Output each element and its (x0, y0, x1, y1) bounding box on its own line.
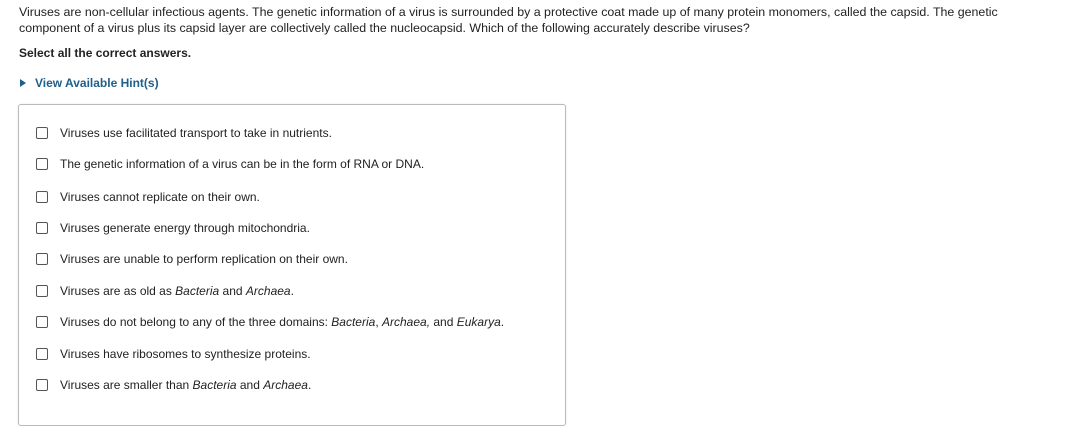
answer-option-8[interactable] (36, 347, 311, 361)
checkbox-icon[interactable] (36, 127, 48, 139)
answer-option-text: Viruses cannot replicate on their own. (60, 190, 260, 204)
checkbox-icon[interactable] (36, 222, 48, 234)
answer-option-2[interactable] (36, 157, 424, 171)
answer-option-4[interactable] (36, 221, 310, 235)
answer-option-text: Viruses generate energy through mitochondria. (60, 221, 310, 235)
checkbox-icon[interactable] (36, 158, 48, 170)
view-hints-toggle[interactable] (19, 76, 159, 90)
checkbox-icon[interactable] (36, 285, 48, 297)
answer-option-5[interactable] (36, 252, 348, 266)
answer-option-3[interactable] (36, 190, 260, 204)
answer-option-text: Viruses use facilitated transport to take in nutrients. (60, 126, 332, 140)
instruction-text: Select all the correct answers. (19, 46, 192, 60)
answer-options-panel (18, 104, 566, 426)
answer-option-text: Viruses are unable to perform replication on their own. (60, 252, 348, 266)
checkbox-icon[interactable] (36, 253, 48, 265)
answer-option-text: Viruses are smaller than Bacteria and Archaea. (60, 378, 312, 392)
answer-option-6[interactable] (36, 284, 294, 298)
answer-option-7[interactable] (36, 315, 504, 329)
question-text: Viruses are non-cellular infectious agents. The genetic information of a virus is surrounded by a protective coat made up of many protein monomers, called the capsid. The genetic component of a virus plus its capsid layer are collectively called the nucleocapsid. Which of the following accurately describe viruses? (19, 5, 998, 35)
answer-option-text: Viruses are as old as Bacteria and Archaea. (60, 284, 294, 298)
view-hints-label: View Available Hint(s) (35, 76, 159, 90)
answer-option-text: Viruses have ribosomes to synthesize proteins. (60, 347, 311, 361)
answer-option-text: Viruses do not belong to any of the three domains: Bacteria, Archaea, and Eukarya. (60, 315, 505, 329)
answer-option-text: The genetic information of a virus can be in the form of RNA or DNA. (60, 157, 425, 171)
caret-right-icon (20, 79, 26, 87)
answer-option-9[interactable] (36, 378, 311, 392)
checkbox-icon[interactable] (36, 191, 48, 203)
checkbox-icon[interactable] (36, 316, 48, 328)
checkbox-icon[interactable] (36, 379, 48, 391)
checkbox-icon[interactable] (36, 348, 48, 360)
answer-option-1[interactable] (36, 126, 332, 140)
